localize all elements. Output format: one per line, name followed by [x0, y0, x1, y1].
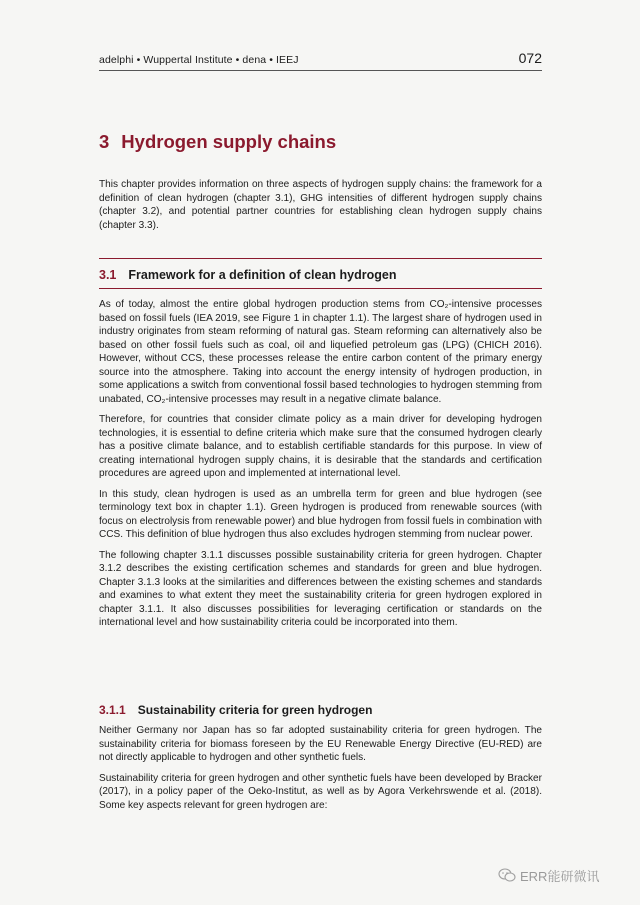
chapter-intro	[99, 178, 542, 232]
wechat-icon	[498, 868, 516, 883]
section-number: 3.1	[99, 268, 117, 282]
subsection-title: Sustainability criteria for green hydrogen	[137, 703, 373, 717]
section-3-1-body	[99, 298, 542, 630]
section-3-1-1-body	[99, 724, 542, 812]
header-organizations: adelphi • Wuppertal Institute • dena • IEEJ	[99, 54, 299, 66]
section-heading-3-1-1	[99, 703, 542, 717]
body-paragraph: As of today, almost the entire global hydrogen production stems from CO₂-intensive processes based on fossil fuels (IEA 2019, see Figure 1 in chapter 1.1). The largest share of hydrogen used in industry originates from steam reforming of natural gas. Steam reforming can alternatively also be based on other fossil fuels such as coal, oil and liquefied petroleum gas (LPG) (CHICH 2016). However, without CCS, these processes release the entire carbon content of the primary energy source into the atmosphere. Taking into account the energy intensity of hydrogen production, in some applications a switch from conventional fossil based technologies to hydrogen stemming from unabated, CO₂-intensive processes may result in a negative climate balance.	[99, 299, 542, 405]
subsection-number: 3.1.1	[99, 703, 126, 717]
running-header	[99, 50, 542, 66]
body-paragraph: Neither Germany nor Japan has so far adopted sustainability criteria for green hydrogen. The sustainability criteria for biomass foreseen by the EU Renewable Energy Directive (EU-RED) are not directly applicable to hydrogen and other synthetic fuels.	[99, 725, 542, 763]
body-paragraph: The following chapter 3.1.1 discusses possible sustainability criteria for green hydrogen. Chapter 3.1.2 describes the existing certification schemes and standards for green and blue hydrogen. Chapter 3.1.3 looks at the similarities and differences between the existing schemes and standards and examines to what extent they meet the sustainability criteria for green hydrogen explored in chapter 3.1.1. It also discusses possibilities for leveraging certification or standards on the international level and how sustainability criteria could be incorporated into them.	[99, 549, 542, 628]
chapter-title: Hydrogen supply chains	[121, 131, 337, 152]
section-top-rule	[99, 258, 542, 259]
intro-paragraph: This chapter provides information on three aspects of hydrogen supply chains: the framework for a definition of clean hydrogen (chapter 3.1), GHG intensities of different hydrogen supply chains (chapter 3.2), and potential partner countries for establishing clean hydrogen supply chains (chapter 3.3).	[99, 179, 542, 231]
body-paragraph: Sustainability criteria for green hydrogen and other synthetic fuels have been developed by Bracker (2017), in a policy paper of the Oeko-Institut, as well as by Agora Verkehrswende et al. (2018). Some key aspects relevant for green hydrogen are:	[99, 772, 542, 811]
section-heading-3-1	[99, 268, 542, 282]
body-paragraph: Therefore, for countries that consider climate policy as a main driver for developing hydrogen technologies, it is essential to define criteria which make sure that the consumed hydrogen clearly has a positive climate balance, and to establish certifiable standards for this purpose. In view of creating international hydrogen supply chains, it is desirable that the standards and certification procedures are agreed upon and implemented at international level.	[99, 414, 542, 479]
chapter-number: 3	[99, 131, 110, 152]
header-divider	[99, 70, 542, 71]
chapter-heading	[99, 131, 336, 153]
watermark-text: ERR能研微讯	[520, 869, 600, 884]
section-bottom-rule	[99, 288, 542, 289]
watermark	[498, 866, 599, 885]
section-title: Framework for a definition of clean hydrogen	[128, 268, 397, 282]
body-paragraph: In this study, clean hydrogen is used as an umbrella term for green and blue hydrogen (see terminology text box in chapter 1.1). Green hydrogen is produced from renewable sources (with focus on electrolysis from renewable power) and blue hydrogen from fossil fuels in combination with CCS. This definition of blue hydrogen thus also excludes hydrogen stemming from nuclear power.	[99, 488, 542, 540]
page-number: 072	[518, 50, 542, 66]
